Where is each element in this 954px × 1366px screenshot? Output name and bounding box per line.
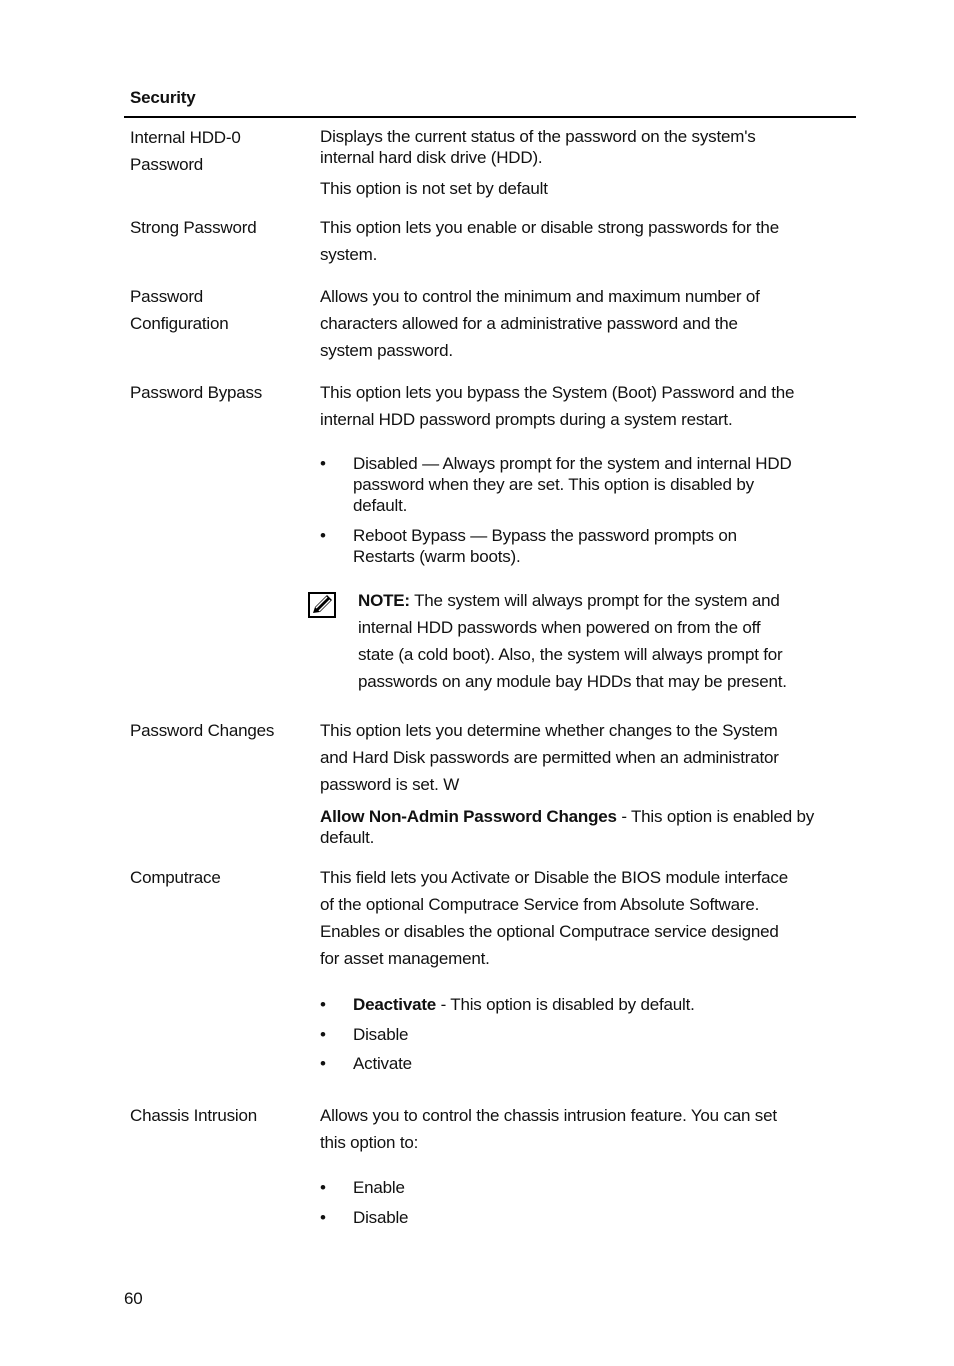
option-line: default. xyxy=(320,828,375,847)
hdd-default-text: This option is not set by default xyxy=(320,179,548,198)
note-text xyxy=(358,587,858,695)
note-label: NOTE: xyxy=(358,591,410,610)
desc-line: and Hard Disk passwords are permitted when an administrator xyxy=(320,748,779,767)
option-name: Deactivate xyxy=(353,995,437,1014)
desc-chassis-intrusion xyxy=(320,1102,860,1156)
bullet-line: Restarts (warm boots). xyxy=(353,547,521,566)
desc-computrace xyxy=(320,864,860,972)
desc-line: internal HDD password prompts during a system restart. xyxy=(320,410,733,429)
option-name: Allow Non-Admin Password Changes xyxy=(320,807,617,826)
note-line: The system will always prompt for the system and xyxy=(409,591,780,610)
header-rule xyxy=(124,116,856,118)
desc-password-changes xyxy=(320,717,860,798)
desc-internal-hdd-password xyxy=(320,126,860,168)
desc-line: system password. xyxy=(320,341,453,360)
note-line: state (a cold boot). Also, the system will always prompt for xyxy=(358,645,783,664)
list-item xyxy=(320,1050,860,1077)
note-line: passwords on any module bay HDDs that may be present. xyxy=(358,672,787,691)
bullet-dot: • xyxy=(320,1054,326,1073)
chassis-options-list xyxy=(320,1174,860,1231)
desc-line: characters allowed for a administrative password and the xyxy=(320,314,738,333)
list-item xyxy=(320,1021,860,1048)
option-text: Disable xyxy=(353,1025,409,1044)
desc-line: Enables or disables the optional Computrace service designed xyxy=(320,922,779,941)
bypass-options-list xyxy=(320,453,860,567)
label-internal-hdd-password xyxy=(130,124,310,178)
desc-line: system. xyxy=(320,245,378,264)
section-title: Security xyxy=(130,88,196,107)
list-item xyxy=(320,1204,860,1231)
label-line: Internal HDD-0 xyxy=(130,128,241,147)
bullet-dot: • xyxy=(320,454,326,473)
label-password-bypass: Password Bypass xyxy=(130,383,263,402)
desc-line: This option lets you bypass the System (Boot) Password and the xyxy=(320,383,795,402)
list-item xyxy=(320,525,860,567)
computrace-options-list xyxy=(320,991,860,1077)
desc-line: Displays the current status of the password on the system's xyxy=(320,127,756,146)
desc-password-bypass xyxy=(320,379,860,433)
list-item xyxy=(320,453,860,516)
label-strong-password: Strong Password xyxy=(130,218,257,237)
label-computrace: Computrace xyxy=(130,868,221,887)
label-password-changes: Password Changes xyxy=(130,721,275,740)
label-line: Password xyxy=(130,155,204,174)
desc-line: This option lets you enable or disable strong passwords for the xyxy=(320,218,779,237)
bullet-dot: • xyxy=(320,1025,326,1044)
label-password-configuration xyxy=(130,283,310,337)
bullet-line: Reboot Bypass — Bypass the password prompts on xyxy=(353,526,737,545)
option-line xyxy=(320,806,860,827)
page-number: 60 xyxy=(124,1289,143,1308)
label-chassis-intrusion: Chassis Intrusion xyxy=(130,1106,257,1125)
desc-line: this option to: xyxy=(320,1133,419,1152)
note-pencil-icon xyxy=(308,592,336,618)
desc-line: This option lets you determine whether changes to the System xyxy=(320,721,778,740)
desc-line: This field lets you Activate or Disable the BIOS module interface xyxy=(320,868,788,887)
bullet-dot: • xyxy=(320,1208,326,1227)
bullet-dot: • xyxy=(320,995,326,1014)
desc-allow-non-admin xyxy=(320,806,860,848)
desc-line: Allows you to control the chassis intrusion feature. You can set xyxy=(320,1106,777,1125)
label-line: Password xyxy=(130,287,204,306)
label-line: Configuration xyxy=(130,314,229,333)
desc-line: for asset management. xyxy=(320,949,490,968)
note-first-line xyxy=(358,587,858,614)
option-text: - This option is disabled by default. xyxy=(436,995,695,1014)
bullet-line: default. xyxy=(353,496,408,515)
desc-line: of the optional Computrace Service from Absolute Software. xyxy=(320,895,760,914)
bullet-line: password when they are set. This option is disabled by xyxy=(353,475,754,494)
option-text: Activate xyxy=(353,1054,412,1073)
desc-line: password is set. W xyxy=(320,775,460,794)
option-text: Enable xyxy=(353,1178,405,1197)
list-item xyxy=(320,991,860,1018)
option-text: Disable xyxy=(353,1208,409,1227)
desc-line: Allows you to control the minimum and maximum number of xyxy=(320,287,760,306)
option-text: - This option is enabled by xyxy=(616,807,815,826)
note-line: internal HDD passwords when powered on from the off xyxy=(358,618,761,637)
desc-strong-password xyxy=(320,214,860,268)
desc-line: internal hard disk drive (HDD). xyxy=(320,148,543,167)
bullet-line: Disabled — Always prompt for the system and internal HDD xyxy=(353,454,792,473)
list-item xyxy=(320,1174,860,1201)
bullet-dot: • xyxy=(320,526,326,545)
bullet-dot: • xyxy=(320,1178,326,1197)
desc-password-configuration xyxy=(320,283,860,364)
